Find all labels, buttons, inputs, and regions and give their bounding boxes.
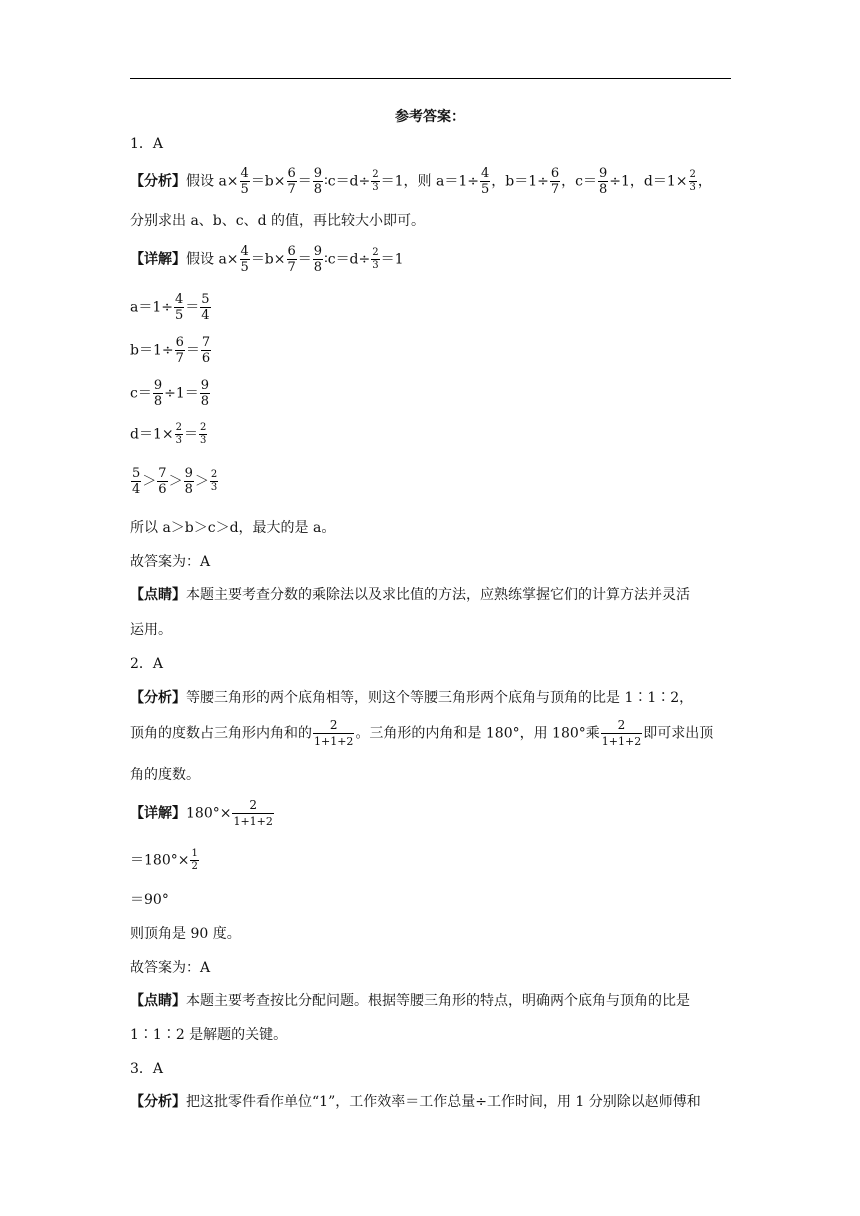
fraction-9-8: $\frac{9}{8}$ bbox=[313, 166, 323, 197]
q1-key-point-line2: 运用。 bbox=[130, 622, 172, 638]
text: 。三角形的内角和是 180°，用 180°乘 bbox=[355, 725, 600, 742]
fraction-4-5: $\frac{4}{5}$ bbox=[240, 166, 249, 197]
q1-calc-c bbox=[130, 378, 211, 409]
fraction-4-5: $\frac{4}{5}$ bbox=[480, 166, 490, 197]
text: 假设 a× bbox=[186, 173, 239, 190]
text: ＝ bbox=[297, 251, 312, 268]
key-point-tag: 【点睛】 bbox=[130, 587, 186, 603]
text: 本题主要考查按比分配问题。根据等腰三角形的特点，明确两个底角与顶角的比是 bbox=[186, 993, 690, 1009]
text: a＝1÷ bbox=[130, 299, 173, 316]
text: b＝1÷ bbox=[130, 342, 174, 359]
text: 把这批零件看作单位“1”，工作效率＝工作总量÷工作时间，用 1 分别除以赵师傅和 bbox=[186, 1094, 701, 1110]
solution-tag: 【详解】 bbox=[130, 805, 186, 822]
fraction-6-7: $\frac{6}{7}$ bbox=[287, 166, 296, 197]
q1-calc-d bbox=[130, 422, 208, 447]
fraction-2-3: $\frac{2}{3}$ bbox=[689, 169, 696, 193]
fraction-5-4: $\frac{5}{4}$ bbox=[132, 466, 141, 497]
greater-than: ＞ bbox=[142, 473, 157, 490]
q2-analysis-line3: 角的度数。 bbox=[130, 767, 200, 783]
q2-answer: 故答案为：A bbox=[130, 960, 211, 976]
q2-analysis-line2 bbox=[130, 718, 713, 749]
fraction-9-8: $\frac{9}{8}$ bbox=[313, 244, 323, 275]
q3-analysis-line1 bbox=[130, 1092, 701, 1112]
fraction-2-3: $\frac{2}{3}$ bbox=[175, 422, 182, 446]
q3-number: 3．A bbox=[130, 1061, 164, 1077]
fraction-4-5: $\frac{4}{5}$ bbox=[240, 244, 249, 275]
q2-solution-line2 bbox=[130, 848, 200, 873]
fraction-9-8: $\frac{9}{8}$ bbox=[153, 378, 163, 409]
fraction-7-6: $\frac{7}{6}$ bbox=[201, 335, 211, 366]
text: 假设 a× bbox=[186, 251, 239, 268]
fraction-4-5: $\frac{4}{5}$ bbox=[174, 292, 184, 323]
fraction-9-8: $\frac{9}{8}$ bbox=[599, 166, 608, 197]
q2-solution-line1 bbox=[130, 798, 275, 829]
text: 等腰三角形的两个底角相等，则这个等腰三角形两个底角与顶角的比是 1∶1∶2， bbox=[186, 690, 694, 706]
header-rule bbox=[130, 78, 731, 79]
key-point-tag: 【点睛】 bbox=[130, 993, 186, 1009]
text: 即可求出顶 bbox=[643, 725, 714, 742]
text: d＝1× bbox=[130, 426, 174, 443]
q1-conclusion: 所以 a＞b＞c＞d，最大的是 a。 bbox=[130, 520, 336, 536]
q2-key-point-line2: 1∶1∶2 是解题的关键。 bbox=[130, 1027, 288, 1043]
fraction-7-6: $\frac{7}{6}$ bbox=[158, 466, 167, 497]
fraction-9-8: $\frac{9}{8}$ bbox=[184, 466, 193, 497]
solution-tag: 【详解】 bbox=[130, 251, 186, 268]
text: ＝b× bbox=[250, 173, 286, 190]
fraction-2-3: $\frac{2}{3}$ bbox=[372, 247, 379, 271]
q1-analysis-line2: 分别求出 a、b、c、d 的值，再比较大小即可。 bbox=[130, 213, 426, 229]
fraction-2-3: $\frac{2}{3}$ bbox=[199, 422, 207, 446]
q1-key-point-line1 bbox=[130, 585, 690, 605]
fraction-9-8: $\frac{9}{8}$ bbox=[200, 378, 210, 409]
q2-solution-line3: ＝90° bbox=[130, 892, 169, 908]
analysis-tag: 【分析】 bbox=[130, 1094, 186, 1110]
text: ∶c＝d÷ bbox=[324, 173, 371, 190]
q1-number: 1．A bbox=[130, 136, 164, 152]
q1-compare bbox=[130, 466, 219, 497]
fraction-1-2: $\frac{1}{2}$ bbox=[191, 848, 198, 872]
greater-than: ＞ bbox=[168, 473, 183, 490]
text: ， bbox=[697, 173, 712, 190]
fraction-6-7: $\frac{6}{7}$ bbox=[175, 335, 184, 366]
analysis-tag: 【分析】 bbox=[130, 173, 186, 190]
text: ＝1 bbox=[380, 251, 404, 268]
fraction-2-3: $\frac{2}{3}$ bbox=[372, 169, 379, 193]
text: ÷1，d＝1× bbox=[609, 173, 688, 190]
analysis-tag: 【分析】 bbox=[130, 690, 186, 706]
q2-key-point-line1 bbox=[130, 991, 690, 1011]
q1-calc-b bbox=[130, 335, 212, 366]
text: ∶c＝d÷ bbox=[324, 251, 371, 268]
text: ＝ bbox=[185, 342, 200, 359]
q1-solution-line1 bbox=[130, 244, 404, 275]
text: 顶角的度数占三角形内角和的 bbox=[130, 725, 312, 742]
fraction-2-over-1-1-2: $\frac{2}{1+1+2}$ bbox=[314, 718, 354, 748]
text: ＝ bbox=[183, 426, 198, 443]
q2-number: 2．A bbox=[130, 656, 164, 672]
text: 本题主要考查分数的乘除法以及求比值的方法，应熟练掌握它们的计算方法并灵活 bbox=[186, 587, 690, 603]
text: ＝180°× bbox=[130, 852, 190, 869]
fraction-6-7: $\frac{6}{7}$ bbox=[287, 244, 296, 275]
text: ＝b× bbox=[250, 251, 286, 268]
fraction-2-over-1-1-2: $\frac{2}{1+1+2}$ bbox=[601, 718, 642, 748]
q2-solution-line4: 则顶角是 90 度。 bbox=[130, 926, 241, 942]
text: ，b＝1÷ bbox=[491, 173, 549, 190]
q1-analysis-line1 bbox=[130, 166, 712, 197]
q2-analysis-line1 bbox=[130, 688, 693, 708]
q1-calc-a bbox=[130, 292, 212, 323]
fraction-2-3: $\frac{2}{3}$ bbox=[210, 469, 218, 493]
text: ，c＝ bbox=[561, 173, 597, 190]
text: ＝ bbox=[297, 173, 312, 190]
text: ÷1＝ bbox=[164, 385, 199, 402]
text: ＝ bbox=[185, 299, 200, 316]
fraction-6-7: $\frac{6}{7}$ bbox=[550, 166, 560, 197]
q1-answer: 故答案为：A bbox=[130, 554, 211, 570]
text: c＝ bbox=[130, 385, 152, 402]
text: 180°× bbox=[186, 805, 232, 822]
greater-than: ＞ bbox=[194, 473, 209, 490]
fraction-5-4: $\frac{5}{4}$ bbox=[201, 292, 210, 323]
page-title: 参考答案： bbox=[395, 109, 465, 125]
text: ＝1，则 a＝1÷ bbox=[380, 173, 479, 190]
fraction-2-over-1-1-2: $\frac{2}{1+1+2}$ bbox=[233, 798, 273, 828]
